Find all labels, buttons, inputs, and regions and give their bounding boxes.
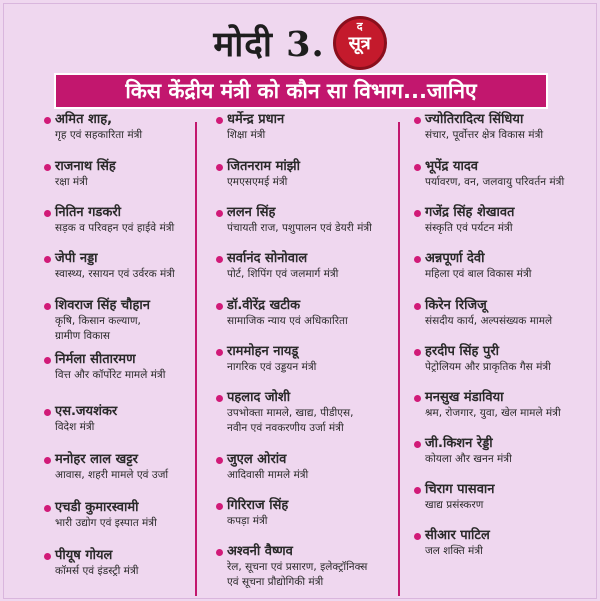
bullet-icon [414, 210, 421, 217]
ministry-portfolio: विदेश मंत्री [55, 421, 95, 433]
ministry-portfolio: कृषि, किसान कल्याण, [55, 315, 141, 327]
ministry-portfolio: खाद्य प्रसंस्करण [425, 499, 484, 511]
bullet-icon [44, 210, 51, 217]
bullet-icon [44, 164, 51, 171]
minister-entry [414, 528, 594, 559]
minister-entry [44, 548, 224, 579]
logo-top-text: द [356, 20, 363, 33]
ministry-portfolio: रेल, सूचना एवं प्रसारण, इलेक्ट्रॉनिक्स [227, 561, 368, 573]
minister-name: जेपी नड्डा [55, 251, 98, 266]
minister-name-row [44, 352, 224, 368]
bullet-icon [414, 349, 421, 356]
ministry-portfolio: संस्कृति एवं पर्यटन मंत्री [425, 222, 513, 234]
minister-name-row [414, 436, 594, 452]
minister-entry [414, 112, 594, 143]
minister-name-row [414, 251, 594, 267]
minister-name: जुएल ओरांव [227, 452, 287, 467]
minister-name-row [414, 482, 594, 498]
ministry-portfolio: पंचायती राज, पशुपालन एवं डेयरी मंत्री [227, 222, 372, 234]
minister-name: अश्वनी वैष्णव [227, 544, 293, 559]
bullet-icon [44, 357, 51, 364]
minister-name: ललन सिंह [227, 205, 276, 220]
minister-name-row [216, 344, 411, 360]
minister-entry [414, 436, 594, 467]
bullet-icon [44, 409, 51, 416]
minister-entry [414, 159, 594, 190]
bullet-icon [414, 441, 421, 448]
minister-entry [216, 298, 411, 329]
bullet-icon [216, 210, 223, 217]
minister-name-row [216, 498, 411, 514]
bullet-icon [216, 457, 223, 464]
minister-entry [414, 205, 594, 236]
minister-name-row [216, 205, 411, 221]
minister-entry [216, 251, 411, 282]
bullet-icon [216, 303, 223, 310]
minister-name: मनसुख मंडाविया [425, 390, 504, 405]
ministry-portfolio: आदिवासी मामले मंत्री [227, 469, 309, 481]
minister-name: भूपेंद्र यादव [425, 159, 478, 174]
ministry-portfolio: पर्यावरण, वन, जलवायु परिवर्तन मंत्री [425, 176, 565, 188]
ministry-portfolio: उपभोक्ता मामले, खाद्य, पीडीएस, [227, 407, 354, 419]
bullet-icon [414, 395, 421, 402]
bullet-icon [44, 256, 51, 263]
ministry-portfolio: नागरिक एवं उड्डयन मंत्री [227, 361, 317, 373]
minister-name-row [44, 159, 224, 175]
bullet-icon [216, 503, 223, 510]
minister-name: अन्नपूर्णा देवी [425, 251, 485, 266]
minister-entry [44, 452, 224, 483]
minister-name-row [414, 298, 594, 314]
minister-name: सर्वानंद सोनोवाल [227, 251, 308, 266]
ministry-portfolio: एवं सूचना प्रौद्योगिकी मंत्री [227, 576, 324, 588]
ministry-portfolio: कॉमर्स एवं इंडस्ट्री मंत्री [55, 565, 139, 577]
minister-name-row [44, 112, 224, 128]
minister-name-row [44, 452, 224, 468]
ministry-portfolio: महिला एवं बाल विकास मंत्री [425, 268, 532, 280]
minister-name: शिवराज सिंह चौहान [55, 298, 150, 313]
minister-entry [216, 390, 411, 436]
bullet-icon [414, 533, 421, 540]
ministry-portfolio: कपड़ा मंत्री [227, 515, 268, 527]
minister-name: डॉ.वीरेंद्र खटीक [227, 298, 301, 313]
minister-name: ज्योतिरादित्य सिंधिया [425, 112, 524, 127]
minister-entry [216, 112, 411, 143]
minister-name-row [44, 298, 224, 314]
minister-name: नितिन गडकरी [55, 205, 122, 220]
ministry-portfolio: गृह एवं सहकारिता मंत्री [55, 129, 143, 141]
minister-name-row [414, 112, 594, 128]
bullet-icon [414, 487, 421, 494]
ministry-portfolio: कोयला और खनन मंत्री [425, 453, 512, 465]
bullet-icon [414, 164, 421, 171]
ministry-portfolio: पेट्रोलियम और प्राकृतिक गैस मंत्री [425, 361, 551, 373]
minister-name-row [216, 298, 411, 314]
minister-entry [216, 205, 411, 236]
minister-entry [414, 344, 594, 375]
minister-name: धर्मेन्द्र प्रधान [227, 112, 285, 127]
minister-entry [216, 159, 411, 190]
minister-name: गजेंद्र सिंह शेखावत [425, 205, 515, 220]
minister-entry [216, 544, 411, 590]
headline-banner: किस केंद्रीय मंत्री को कौन सा विभाग...जानिए [54, 73, 548, 109]
minister-name-row [414, 390, 594, 406]
ministry-portfolio: जल शक्ति मंत्री [425, 545, 483, 557]
minister-entry [44, 205, 224, 236]
minister-entry [414, 482, 594, 513]
ministry-portfolio: नवीन एवं नवकरणीय उर्जा मंत्री [227, 422, 344, 434]
bullet-icon [216, 395, 223, 402]
bullet-icon [44, 117, 51, 124]
ministry-portfolio: शिक्षा मंत्री [227, 129, 266, 141]
minister-name-row [216, 159, 411, 175]
bullet-icon [414, 256, 421, 263]
minister-name: एस.जयशंकर [55, 404, 118, 419]
minister-entry [44, 404, 224, 435]
minister-entry [216, 344, 411, 375]
ministry-portfolio: स्वास्थ्य, रसायन एवं उर्वरक मंत्री [55, 268, 175, 280]
minister-name: किरेन रिजिजू [425, 298, 487, 313]
ministry-portfolio: संसदीय कार्य, अल्पसंख्यक मामले [425, 315, 553, 327]
minister-name: पीयूष गोयल [55, 548, 113, 563]
logo-main-text: सूत्र [348, 33, 371, 54]
minister-name-row [216, 251, 411, 267]
minister-name-row [216, 112, 411, 128]
minister-name-row [44, 548, 224, 564]
minister-name-row [414, 159, 594, 175]
minister-entry [414, 390, 594, 421]
bullet-icon [44, 505, 51, 512]
minister-name: निर्मला सीतारमण [55, 352, 136, 367]
bullet-icon [216, 349, 223, 356]
minister-name: जी.किशन रेड्डी [425, 436, 493, 451]
minister-entry [414, 298, 594, 329]
bullet-icon [216, 256, 223, 263]
ministry-portfolio: एमएसएमई मंत्री [227, 176, 288, 188]
minister-name: एचडी कुमारस्वामी [55, 500, 139, 515]
minister-name-row [44, 500, 224, 516]
minister-name: अमित शाह, [55, 112, 113, 127]
minister-entry [44, 112, 224, 143]
minister-name: राजनाथ सिंह [55, 159, 116, 174]
ministry-portfolio: संचार, पूर्वोत्तर क्षेत्र विकास मंत्री [425, 129, 544, 141]
minister-name: पहलाद जोशी [227, 390, 291, 405]
bullet-icon [414, 303, 421, 310]
bullet-icon [216, 164, 223, 171]
bullet-icon [216, 117, 223, 124]
ministry-portfolio: श्रम, रोजगार, युवा, खेल मामले मंत्री [425, 407, 561, 419]
minister-entry [44, 352, 224, 383]
minister-name: राममोहन नायडू [227, 344, 299, 359]
minister-name-row [216, 452, 411, 468]
ministry-portfolio: भारी उद्योग एवं इस्पात मंत्री [55, 517, 157, 529]
minister-entry [44, 298, 224, 344]
ministry-portfolio: रक्षा मंत्री [55, 176, 88, 188]
ministry-portfolio: सड़क व परिवहन एवं हाईवे मंत्री [55, 222, 175, 234]
header [0, 18, 600, 68]
ministry-portfolio: ग्रामीण विकास [55, 330, 111, 342]
minister-name: जितनराम मांझी [227, 159, 300, 174]
minister-name-row [44, 404, 224, 420]
minister-name-row [414, 344, 594, 360]
minister-name-row [414, 205, 594, 221]
ministry-portfolio: वित्त और कॉर्पोरेट मामले मंत्री [55, 369, 166, 381]
ministry-portfolio: आवास, शहरी मामले एवं उर्जा [55, 469, 169, 481]
minister-name: हरदीप सिंह पुरी [425, 344, 500, 359]
bullet-icon [44, 553, 51, 560]
bullet-icon [216, 549, 223, 556]
minister-name: सीआर पाटिल [425, 528, 490, 543]
ministry-portfolio: पोर्ट, शिपिंग एवं जलमार्ग मंत्री [227, 268, 339, 280]
minister-entry [414, 251, 594, 282]
minister-name: चिराग पासवान [425, 482, 495, 497]
minister-name-row [216, 544, 411, 560]
bullet-icon [414, 117, 421, 124]
minister-entry [216, 498, 411, 529]
bullet-icon [44, 457, 51, 464]
minister-entry [44, 159, 224, 190]
minister-name: मनोहर लाल खट्टर [55, 452, 138, 467]
minister-entry [216, 452, 411, 483]
page-title: मोदी 3. [213, 23, 325, 65]
minister-name-row [44, 205, 224, 221]
sutra-logo [333, 16, 387, 70]
minister-entry [44, 251, 224, 282]
minister-entry [44, 500, 224, 531]
minister-name-row [44, 251, 224, 267]
minister-name: गिरिराज सिंह [227, 498, 289, 513]
minister-name-row [414, 528, 594, 544]
minister-name-row [216, 390, 411, 406]
ministry-portfolio: सामाजिक न्याय एवं अधिकारिता [227, 315, 348, 327]
bullet-icon [44, 303, 51, 310]
